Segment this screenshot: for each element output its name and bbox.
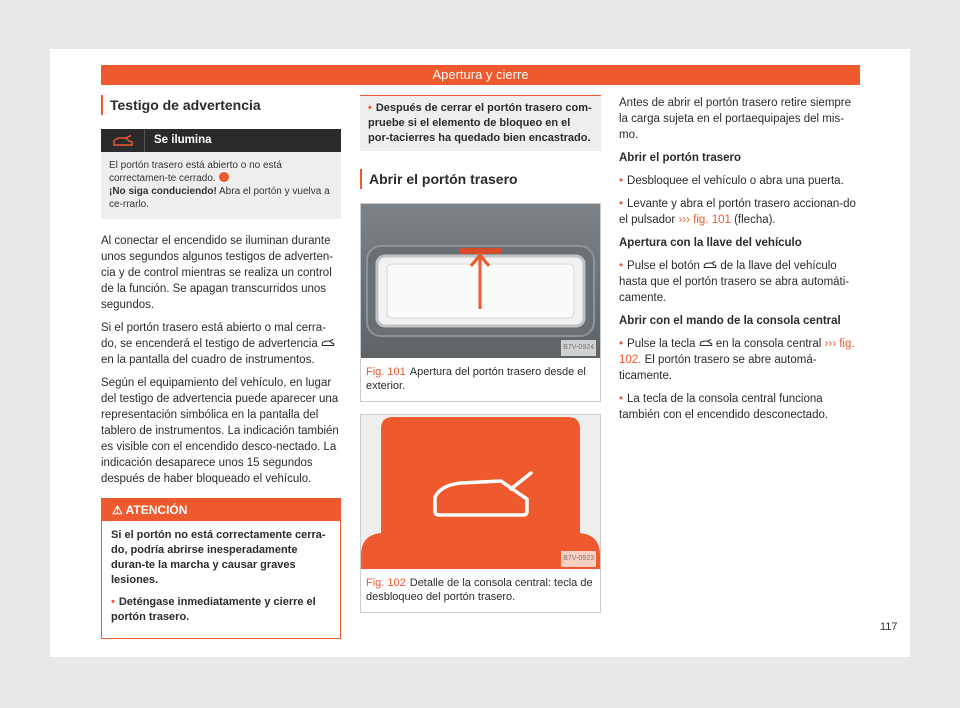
intro-text: Antes de abrir el portón trasero retire siempre la carga sujeta en el portaequipajes del mis-mo.: [619, 97, 852, 141]
figure-101-caption: Fig. 101 Apertura del portón trasero desde el exterior.: [366, 366, 586, 392]
paragraph-1: Al conectar el encendido se iluminan durante unos segundos algunos testigos de adverten-cia y de control mientras se realiza un control de la función. Se apagan transcurridos unos segundos.: [101, 235, 334, 311]
warning-box: [101, 498, 341, 639]
section-title-open-tailgate: Abrir el portón trasero: [360, 169, 601, 189]
car-tailgate-open-icon: [101, 129, 145, 152]
bullet-3: • Pulse el botón de la llave del vehículo hasta que el portón trasero se abra automáti-camente.: [619, 258, 859, 306]
column-2: [360, 95, 601, 613]
warning-text: Si el portón no está correctamente cerra-do, podría abrirse inesperadamente duran-te la marcha y causar graves lesiones.: [111, 529, 326, 586]
warning-bullet: • Deténgase inmediatamente y cierre el portón trasero.: [111, 595, 331, 625]
note-box: [360, 95, 601, 151]
indicator-text-1: El portón trasero está abierto o no está correctamen-te cerrado.: [109, 160, 282, 184]
figure-102-caption: Fig. 102 Detalle de la consola central: tecla de desbloqueo del portón trasero.: [366, 577, 593, 603]
paragraph-3: Según el equipamiento del vehículo, en lugar del testigo de advertencia puede aparecer una representación simbólica en la pantalla del tablero de instrumentos. La indicación también es visible con el encendido desco-nectado. La indicación desaparece unos 15 segundos después de haber bloqueado el vehículo.: [101, 377, 339, 485]
warning-header: ⚠ ATENCIÓN: [102, 499, 340, 521]
note-text: • Después de cerrar el portón trasero com-pruebe si el elemento de bloqueo en el por-tacierres ha quedado bien encastrado.: [368, 102, 592, 144]
figure-102: [360, 414, 601, 613]
indicator-warn: ¡No siga conduciendo!: [109, 186, 217, 197]
indicator-table: [101, 129, 341, 219]
figure-102-code: B7V-0923: [561, 551, 596, 567]
stop-warning-icon: [219, 172, 229, 182]
heading-open-tailgate: Abrir el portón trasero: [619, 152, 742, 164]
warning-triangle-icon: ⚠: [112, 503, 123, 517]
section-title-warning-light: Testigo de advertencia: [101, 95, 341, 115]
figure-101-image: [361, 204, 600, 358]
heading-key-opening: Apertura con la llave del vehículo: [619, 237, 802, 249]
indicator-table-header: [101, 129, 341, 152]
car-tailgate-inline-icon: [321, 339, 335, 347]
figure-101-code: B7V-0924: [561, 340, 596, 356]
column-1: [101, 95, 341, 639]
bullet-4: • Pulse la tecla en la consola central ››› fig. 102. El portón trasero se abre automá-ticamente.: [619, 336, 859, 384]
indicator-label: Se ilumina: [154, 134, 212, 146]
bullet-2: • Levante y abra el portón trasero accionan-do el pulsador ››› fig. 101 (flecha).: [619, 196, 859, 228]
chapter-header: Apertura y cierre: [101, 65, 860, 85]
indicator-description: [101, 152, 341, 219]
bullet-1: • Desbloquee el vehículo o abra una puerta.: [619, 173, 859, 189]
page-number: 117: [880, 621, 898, 633]
warning-body: [102, 521, 340, 638]
bullet-5: • La tecla de la consola central funciona también con el encendido desconectado.: [619, 391, 859, 423]
tailgate-console-button-icon: [699, 339, 713, 347]
column-3: [619, 95, 859, 430]
figure-101: [360, 203, 601, 402]
figure-102-image: [361, 415, 600, 569]
paragraph-2: Si el portón trasero está abierto o mal cerra-do, se encenderá el testigo de advertencia en la pantalla del cuadro de instrumentos.: [101, 320, 341, 368]
indicator-text-2: Abra el portón y vuelva a ce-rrarlo.: [109, 186, 330, 210]
ref-fig-101[interactable]: ››› fig. 101: [678, 214, 731, 226]
ref-fig-102[interactable]: ››› fig. 102.: [619, 338, 855, 366]
tailgate-key-button-icon: [703, 261, 717, 269]
heading-console-opening: Abrir con el mando de la consola central: [619, 315, 841, 327]
